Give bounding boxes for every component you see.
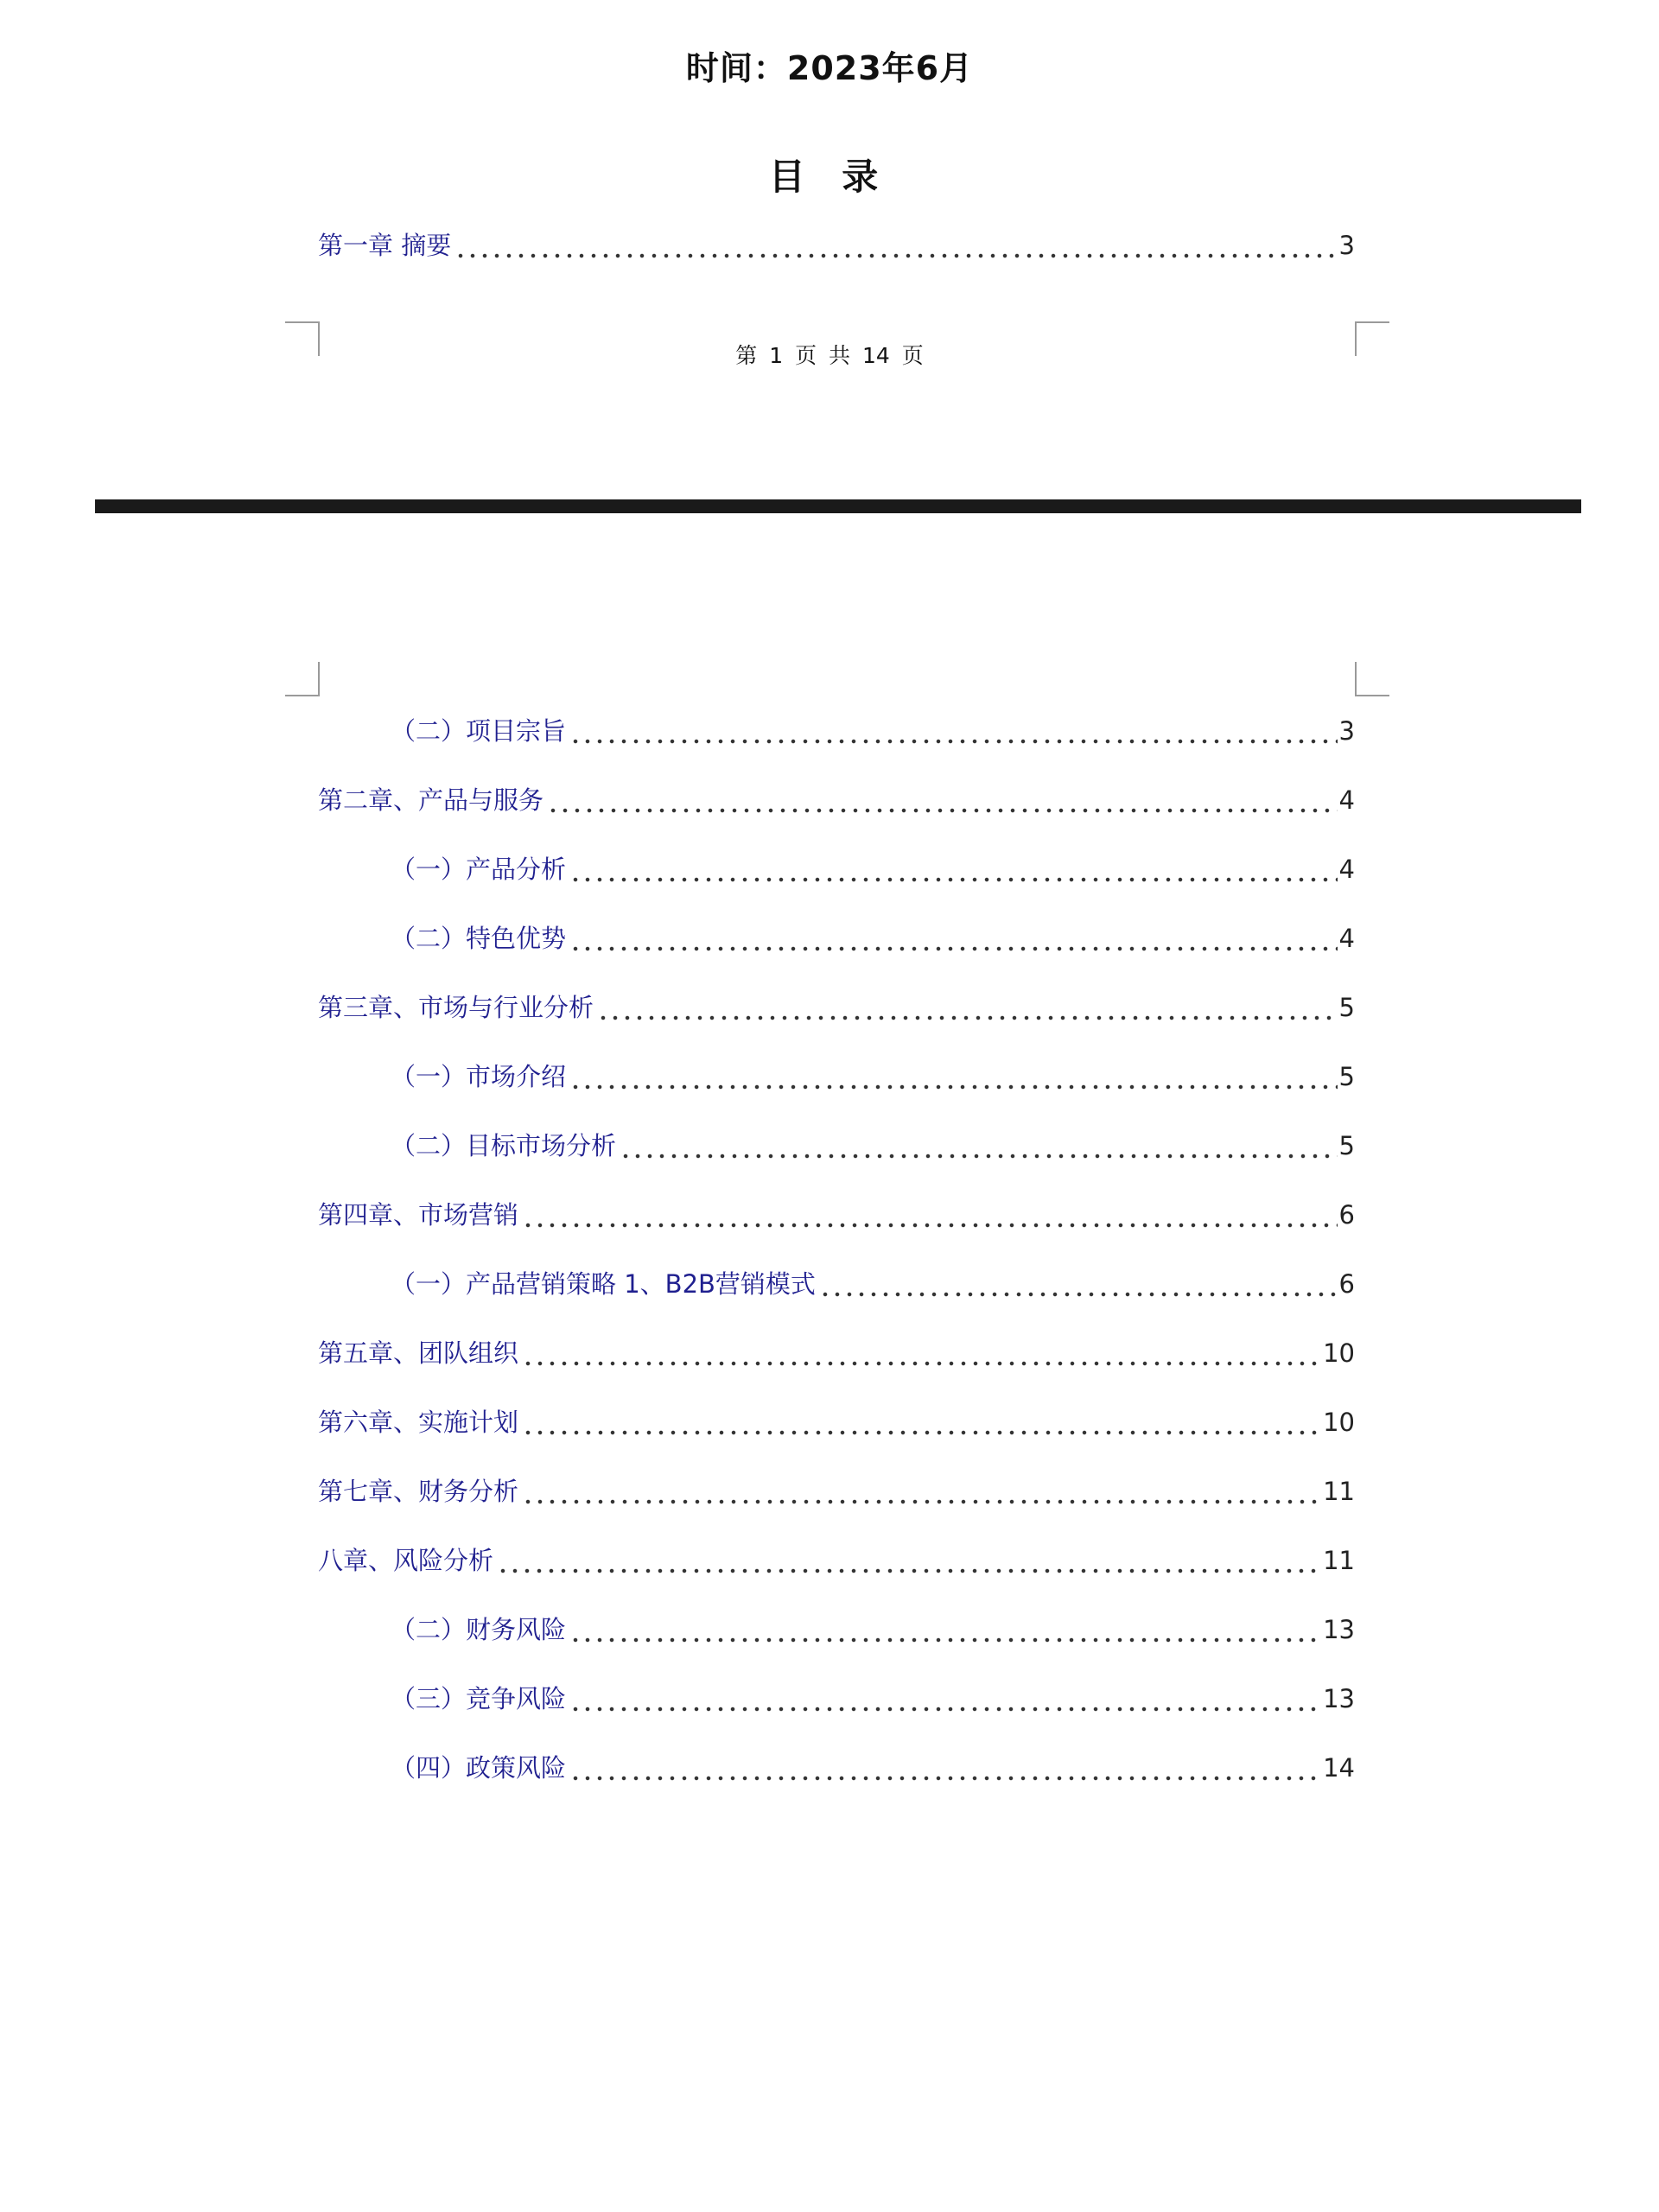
- page-footer: 第 1 页 共 14 页: [735, 343, 924, 368]
- toc-entry[interactable]: [391, 850, 1355, 888]
- toc-dot-leader: [620, 1134, 1338, 1160]
- toc-entry-label: 第七章、财务分析: [318, 1477, 519, 1506]
- toc-entry-label: 第二章、产品与服务: [318, 785, 544, 815]
- toc-entry[interactable]: [318, 1541, 1355, 1580]
- toc-entry[interactable]: [318, 1472, 1355, 1510]
- toc-entry-page: 10: [1323, 1338, 1355, 1368]
- toc-entry-label: 第四章、市场营销: [318, 1200, 519, 1230]
- toc-entry-label: （二）特色优势: [391, 924, 567, 953]
- toc-entry-page: 5: [1338, 993, 1355, 1022]
- toc-entry[interactable]: [391, 1058, 1355, 1096]
- toc-dot-leader: [819, 1272, 1338, 1298]
- toc-entry-page: 10: [1323, 1408, 1355, 1437]
- toc-entry-page: 11: [1323, 1477, 1355, 1506]
- toc-entry[interactable]: [391, 1265, 1355, 1303]
- toc-dot-leader: [569, 926, 1338, 952]
- toc-entry[interactable]: [318, 226, 1355, 264]
- toc-dot-leader: [522, 1341, 1321, 1367]
- toc-entry[interactable]: [318, 988, 1355, 1027]
- toc-entry-page: 5: [1338, 1062, 1355, 1091]
- toc-entry[interactable]: [391, 919, 1355, 957]
- toc-entry-label: （二）项目宗旨: [391, 716, 567, 746]
- toc-entry-page: 13: [1323, 1684, 1355, 1713]
- page-date: 时间：2023年6月: [685, 49, 974, 87]
- toc-dot-leader: [569, 1756, 1321, 1782]
- toc-dot-leader: [569, 1687, 1321, 1713]
- toc-entry-label: （四）政策风险: [391, 1753, 567, 1783]
- toc-dot-leader: [569, 719, 1338, 745]
- toc-entry-label: （三）竞争风险: [391, 1684, 567, 1713]
- toc-entry-label: （二）目标市场分析: [391, 1131, 617, 1160]
- toc-entry-label: （一）产品分析: [391, 855, 567, 884]
- toc-dot-leader: [522, 1203, 1338, 1229]
- toc-dot-leader: [569, 1618, 1321, 1643]
- toc-entry-label: （二）财务风险: [391, 1615, 567, 1644]
- toc-dot-leader: [569, 1065, 1338, 1090]
- toc-entry-label: （一）市场介绍: [391, 1062, 567, 1091]
- toc-dot-leader: [522, 1410, 1321, 1436]
- page-corner-mark: [1355, 662, 1389, 696]
- toc-entry-page: 6: [1338, 1200, 1355, 1230]
- page-corner-mark: [285, 662, 320, 696]
- toc-entry-page: 3: [1338, 231, 1355, 260]
- toc-entry[interactable]: [318, 781, 1355, 819]
- toc-entry-page: 13: [1323, 1615, 1355, 1644]
- toc-entry[interactable]: [391, 1611, 1355, 1649]
- toc-entry-page: 3: [1338, 716, 1355, 746]
- toc-dot-leader: [454, 233, 1337, 259]
- toc-entry-page: 14: [1323, 1753, 1355, 1783]
- toc-title: 目 录: [768, 156, 891, 198]
- toc-entry[interactable]: [391, 712, 1355, 750]
- toc-entry[interactable]: [391, 1127, 1355, 1165]
- toc-entry-label: 第一章 摘要: [318, 231, 452, 260]
- toc-dot-leader: [569, 857, 1338, 883]
- toc-entry-page: 4: [1338, 924, 1355, 953]
- toc-entry[interactable]: [391, 1680, 1355, 1718]
- toc-entry[interactable]: [318, 1196, 1355, 1234]
- toc-entry-label: 第五章、团队组织: [318, 1338, 519, 1368]
- toc-entry-page: 5: [1338, 1131, 1355, 1160]
- toc-entry[interactable]: [391, 1749, 1355, 1787]
- toc-dot-leader: [597, 995, 1338, 1021]
- toc-dot-leader: [547, 788, 1338, 814]
- toc-dot-leader: [522, 1479, 1321, 1505]
- toc-entry-label: （一）产品营销策略 1、B2B营销模式: [391, 1269, 816, 1299]
- toc-entry-page: 4: [1338, 785, 1355, 815]
- page-separator: [95, 499, 1581, 513]
- toc-entry-label: 第六章、实施计划: [318, 1408, 519, 1437]
- toc-entry[interactable]: [318, 1334, 1355, 1372]
- toc-entry-label: 八章、风险分析: [318, 1546, 494, 1575]
- toc-entry-page: 4: [1338, 855, 1355, 884]
- toc-entry-page: 6: [1338, 1269, 1355, 1299]
- toc-dot-leader: [497, 1548, 1321, 1574]
- toc-entry[interactable]: [318, 1403, 1355, 1441]
- toc-entry-label: 第三章、市场与行业分析: [318, 993, 594, 1022]
- toc-entry-page: 11: [1323, 1546, 1355, 1575]
